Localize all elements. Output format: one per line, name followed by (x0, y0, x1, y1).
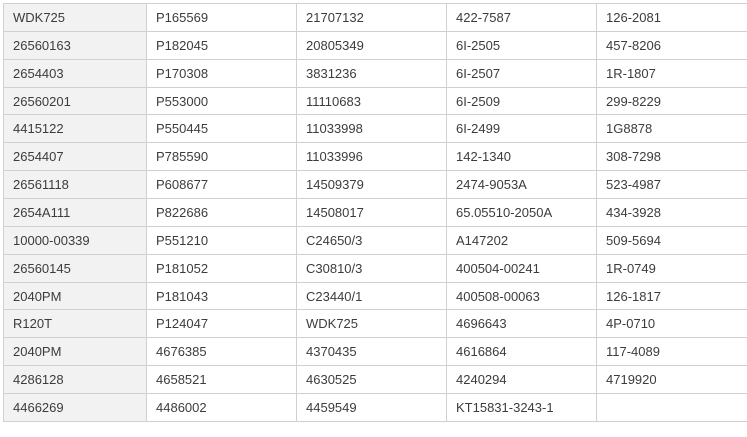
cell: 4658521 (147, 366, 297, 394)
cell: P181052 (147, 254, 297, 282)
cell: 4370435 (297, 338, 447, 366)
cell (597, 394, 747, 422)
row-header-cell: 2654407 (4, 143, 147, 171)
cell: P170308 (147, 59, 297, 87)
cell: 142-1340 (447, 143, 597, 171)
cell: 422-7587 (447, 4, 597, 32)
cell: 299-8229 (597, 87, 747, 115)
cell: A147202 (447, 226, 597, 254)
cell: 126-1817 (597, 282, 747, 310)
row-header-cell: 2654A111 (4, 199, 147, 227)
row-header-cell: 2040PM (4, 282, 147, 310)
cell: 434-3928 (597, 199, 747, 227)
cell: P550445 (147, 115, 297, 143)
cell: 4696643 (447, 310, 597, 338)
cell: 4486002 (147, 394, 297, 422)
row-header-cell: 10000-00339 (4, 226, 147, 254)
cell: 1R-0749 (597, 254, 747, 282)
table-row (4, 282, 747, 310)
cell: 20805349 (297, 31, 447, 59)
cell: KT15831-3243-1 (447, 394, 597, 422)
cell: 11033996 (297, 143, 447, 171)
table-body (4, 4, 747, 422)
cell: 308-7298 (597, 143, 747, 171)
cell: 2474-9053A (447, 171, 597, 199)
table-row (4, 366, 747, 394)
cell: 400504-00241 (447, 254, 597, 282)
cell: P181043 (147, 282, 297, 310)
cell: 6I-2509 (447, 87, 597, 115)
parts-cross-reference-table (3, 3, 747, 422)
cell: P785590 (147, 143, 297, 171)
row-header-cell: 4286128 (4, 366, 147, 394)
table-row (4, 59, 747, 87)
cell: P124047 (147, 310, 297, 338)
cell: 3831236 (297, 59, 447, 87)
cell: 65.05510-2050A (447, 199, 597, 227)
table-row (4, 338, 747, 366)
cell: 4P-0710 (597, 310, 747, 338)
cell: 523-4987 (597, 171, 747, 199)
row-header-cell: 2654403 (4, 59, 147, 87)
row-header-cell: 26560145 (4, 254, 147, 282)
cell: 117-4089 (597, 338, 747, 366)
cell: 6I-2499 (447, 115, 597, 143)
cell: 1R-1807 (597, 59, 747, 87)
row-header-cell: 26560163 (4, 31, 147, 59)
cell: 400508-00063 (447, 282, 597, 310)
cell: C24650/3 (297, 226, 447, 254)
table-row (4, 87, 747, 115)
cell: P822686 (147, 199, 297, 227)
row-header-cell: 4466269 (4, 394, 147, 422)
row-header-cell: 26560201 (4, 87, 147, 115)
table-row (4, 226, 747, 254)
row-header-cell: 26561118 (4, 171, 147, 199)
cell: 6I-2507 (447, 59, 597, 87)
cell: 1G8878 (597, 115, 747, 143)
table-row (4, 199, 747, 227)
cell: P553000 (147, 87, 297, 115)
table-row (4, 143, 747, 171)
cell: 11110683 (297, 87, 447, 115)
cell: C23440/1 (297, 282, 447, 310)
cell: P551210 (147, 226, 297, 254)
table-row (4, 394, 747, 422)
table-row (4, 254, 747, 282)
table-row (4, 31, 747, 59)
row-header-cell: R120T (4, 310, 147, 338)
cell: 4616864 (447, 338, 597, 366)
cell: 4630525 (297, 366, 447, 394)
table-row (4, 4, 747, 32)
cell: P608677 (147, 171, 297, 199)
table-row (4, 171, 747, 199)
cell: P165569 (147, 4, 297, 32)
cell: 11033998 (297, 115, 447, 143)
cell: 126-2081 (597, 4, 747, 32)
cell: 14509379 (297, 171, 447, 199)
cell: 21707132 (297, 4, 447, 32)
row-header-cell: WDK725 (4, 4, 147, 32)
cell: 4459549 (297, 394, 447, 422)
cell: WDK725 (297, 310, 447, 338)
row-header-cell: 4415122 (4, 115, 147, 143)
cell: 6I-2505 (447, 31, 597, 59)
table-row (4, 115, 747, 143)
row-header-cell: 2040PM (4, 338, 147, 366)
cell: P182045 (147, 31, 297, 59)
cell: 457-8206 (597, 31, 747, 59)
cell: 4719920 (597, 366, 747, 394)
cell: 14508017 (297, 199, 447, 227)
cell: 4240294 (447, 366, 597, 394)
cell: 509-5694 (597, 226, 747, 254)
cell: 4676385 (147, 338, 297, 366)
cell: C30810/3 (297, 254, 447, 282)
table-row (4, 310, 747, 338)
